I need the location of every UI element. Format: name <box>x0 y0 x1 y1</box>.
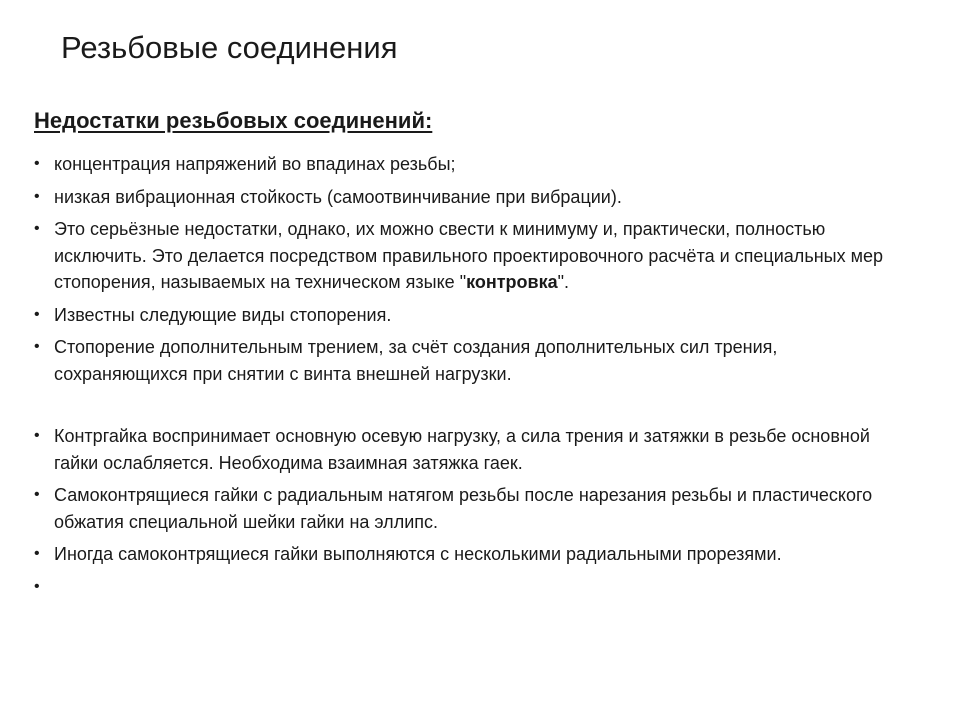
bullet-item-radial-slots <box>34 541 914 568</box>
bold-term-kontrovka: контровка <box>466 272 558 292</box>
slide-title: Резьбовые соединения <box>61 30 398 65</box>
bullet-list <box>34 151 914 595</box>
bullet-item-self-locking-nuts <box>34 482 914 535</box>
bullet-text: концентрация напряжений во впадинах резьбы; <box>54 154 456 174</box>
bullet-icon: • <box>34 338 40 355</box>
bullet-icon: • <box>34 577 40 595</box>
bullet-text: низкая вибрационная стойкость (самоотвинчивание при вибрации). <box>54 186 622 207</box>
bullet-icon: • <box>34 187 40 205</box>
bullet-icon: • <box>34 155 40 172</box>
bullet-item-serious-drawbacks <box>34 216 914 296</box>
bullet-text: Контргайка воспринимает основную осевую нагрузку, а сила трения и затяжки в резьбе основной гайки ослабляется. Необходима взаимная затяжка гаек. <box>54 426 870 473</box>
bullet-icon: • <box>34 545 40 562</box>
section-heading: Недостатки резьбовых соединений: <box>34 108 433 133</box>
bullet-text: Известны следующие виды стопорения. <box>54 304 392 325</box>
bullet-text-end: ". <box>557 272 570 292</box>
bullet-text: Иногда самоконтрящиеся гайки выполняются с несколькими радиальными прорезями. <box>54 544 782 564</box>
bullet-icon: • <box>34 427 40 444</box>
bullet-icon: • <box>34 220 40 237</box>
bullet-text: Это серьёзные недостатки, однако, их можно свести к минимуму и, практически, полностью исключить. Это делается посредством правильного проектировочного расчёта и специальных мер стопорения, называемых на техническом языке " <box>54 219 883 292</box>
bullet-item-locknut <box>34 423 914 476</box>
bullet-item-friction-locking <box>34 334 914 387</box>
bullet-item-locking-types <box>34 302 914 329</box>
bullet-icon: • <box>34 486 40 503</box>
bullet-item-vibration-resistance <box>34 184 914 211</box>
bullet-item-stress-concentration <box>34 151 914 178</box>
bullet-text: Самоконтрящиеся гайки с радиальным натягом резьбы после нарезания резьбы и пластического обжатия специальной шейки гайки на эллипс. <box>54 485 873 532</box>
bullet-text: Стопорение дополнительным трением, за счёт создания дополнительных сил трения, сохраняющихся при снятии с винта внешней нагрузки. <box>54 337 778 384</box>
bullet-icon: • <box>34 305 40 323</box>
